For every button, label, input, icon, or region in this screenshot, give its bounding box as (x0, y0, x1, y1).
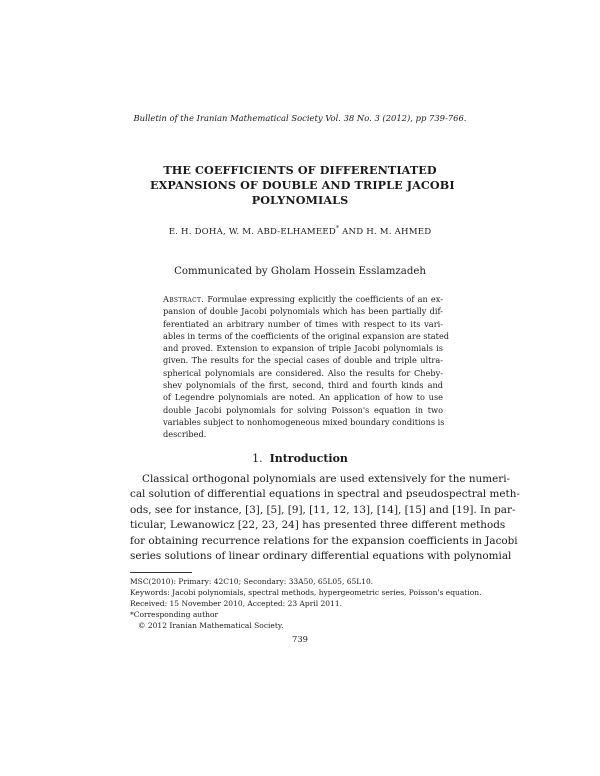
authors (0, 225, 600, 237)
section-heading (0, 452, 600, 465)
footnote-rule (130, 572, 192, 573)
footnote-msc: MSC(2010): Primary: 42C10; Secondary: 33A50, 65L05, 65L10. (130, 577, 374, 586)
body-line: cal solution of differential equations in spectral and pseudospectral meth- (130, 488, 520, 501)
body-paragraph (130, 472, 520, 564)
section-number: 1. (252, 452, 263, 465)
authors-last: AND H. M. AHMED (339, 226, 432, 237)
journal-header: Bulletin of the Iranian Mathematical Society Vol. 38 No. 3 (2012), pp 739-766. (133, 113, 467, 123)
footnote-dates: Received: 15 November 2010, Accepted: 23 April 2011. (130, 599, 342, 608)
title-line: THE COEFFICIENTS OF DIFFERENTIATED (163, 163, 437, 177)
abstract-line (163, 293, 443, 305)
footnote-copyright: © 2012 Iranian Mathematical Society. (138, 621, 284, 630)
page-number: 739 (292, 634, 308, 644)
body-line: series solutions of linear ordinary differential equations with polynomial (130, 550, 512, 563)
abstract (163, 293, 450, 441)
abstract-line: and proved. Extension to expansion of triple Jacobi polynomials is (163, 343, 443, 354)
body-line: Classical orthogonal polynomials are used extensively for the numeri- (142, 473, 511, 485)
abstract-line: described. (163, 429, 207, 440)
footnote-keywords: Keywords: Jacobi polynomials, spectral methods, hypergeometric series, Poisson's equation. (130, 588, 482, 597)
communicated-by: Communicated by Gholam Hossein Esslamzadeh (174, 266, 426, 277)
abstract-line: of Legendre polynomials are noted. An application of how to use (163, 392, 443, 403)
abstract-line: shev polynomials of the first, second, third and fourth kinds and (163, 380, 443, 391)
abstract-line: double Jacobi polynomials for solving Poisson's equation in two (163, 404, 443, 415)
body-line: for obtaining recurrence relations for the expansion coefficients in Jacobi (130, 534, 518, 547)
section-title: Introduction (269, 452, 348, 465)
corresponding-mark: * (335, 225, 340, 232)
abstract-line: given. The results for the special cases of double and triple ultra- (163, 355, 443, 366)
body-line: ticular, Lewanowicz [22, 23, 24] has presented three different methods (130, 519, 506, 532)
abstract-label: Abstract. (163, 294, 205, 304)
abstract-line: spherical polynomials are considered. Also the results for Cheby- (163, 367, 443, 378)
abstract-line: ferentiated an arbitrary number of times with respect to its vari- (163, 318, 443, 329)
abstract-line: variables subject to nonhomogeneous mixed boundary conditions is (163, 416, 445, 427)
abstract-line: pansion of double Jacobi polynomials which has been partially dif- (163, 306, 443, 317)
body-line: ods, see for instance, [3], [5], [9], [11, 12, 13], [14], [15] and [19]. In par- (130, 503, 516, 516)
footnote-corresponding: *Corresponding author (130, 610, 219, 619)
paper-title (150, 163, 455, 208)
abstract-text: Formulae expressing explicitly the coefficients of an ex- (207, 294, 443, 304)
title-line: EXPANSIONS OF DOUBLE AND TRIPLE JACOBI (150, 178, 455, 192)
title-line: POLYNOMIALS (251, 193, 349, 207)
authors-first: E. H. DOHA, W. M. ABD-ELHAMEED (168, 226, 336, 237)
abstract-line: ables in terms of the coefficients of the original expansion are stated (163, 330, 450, 341)
